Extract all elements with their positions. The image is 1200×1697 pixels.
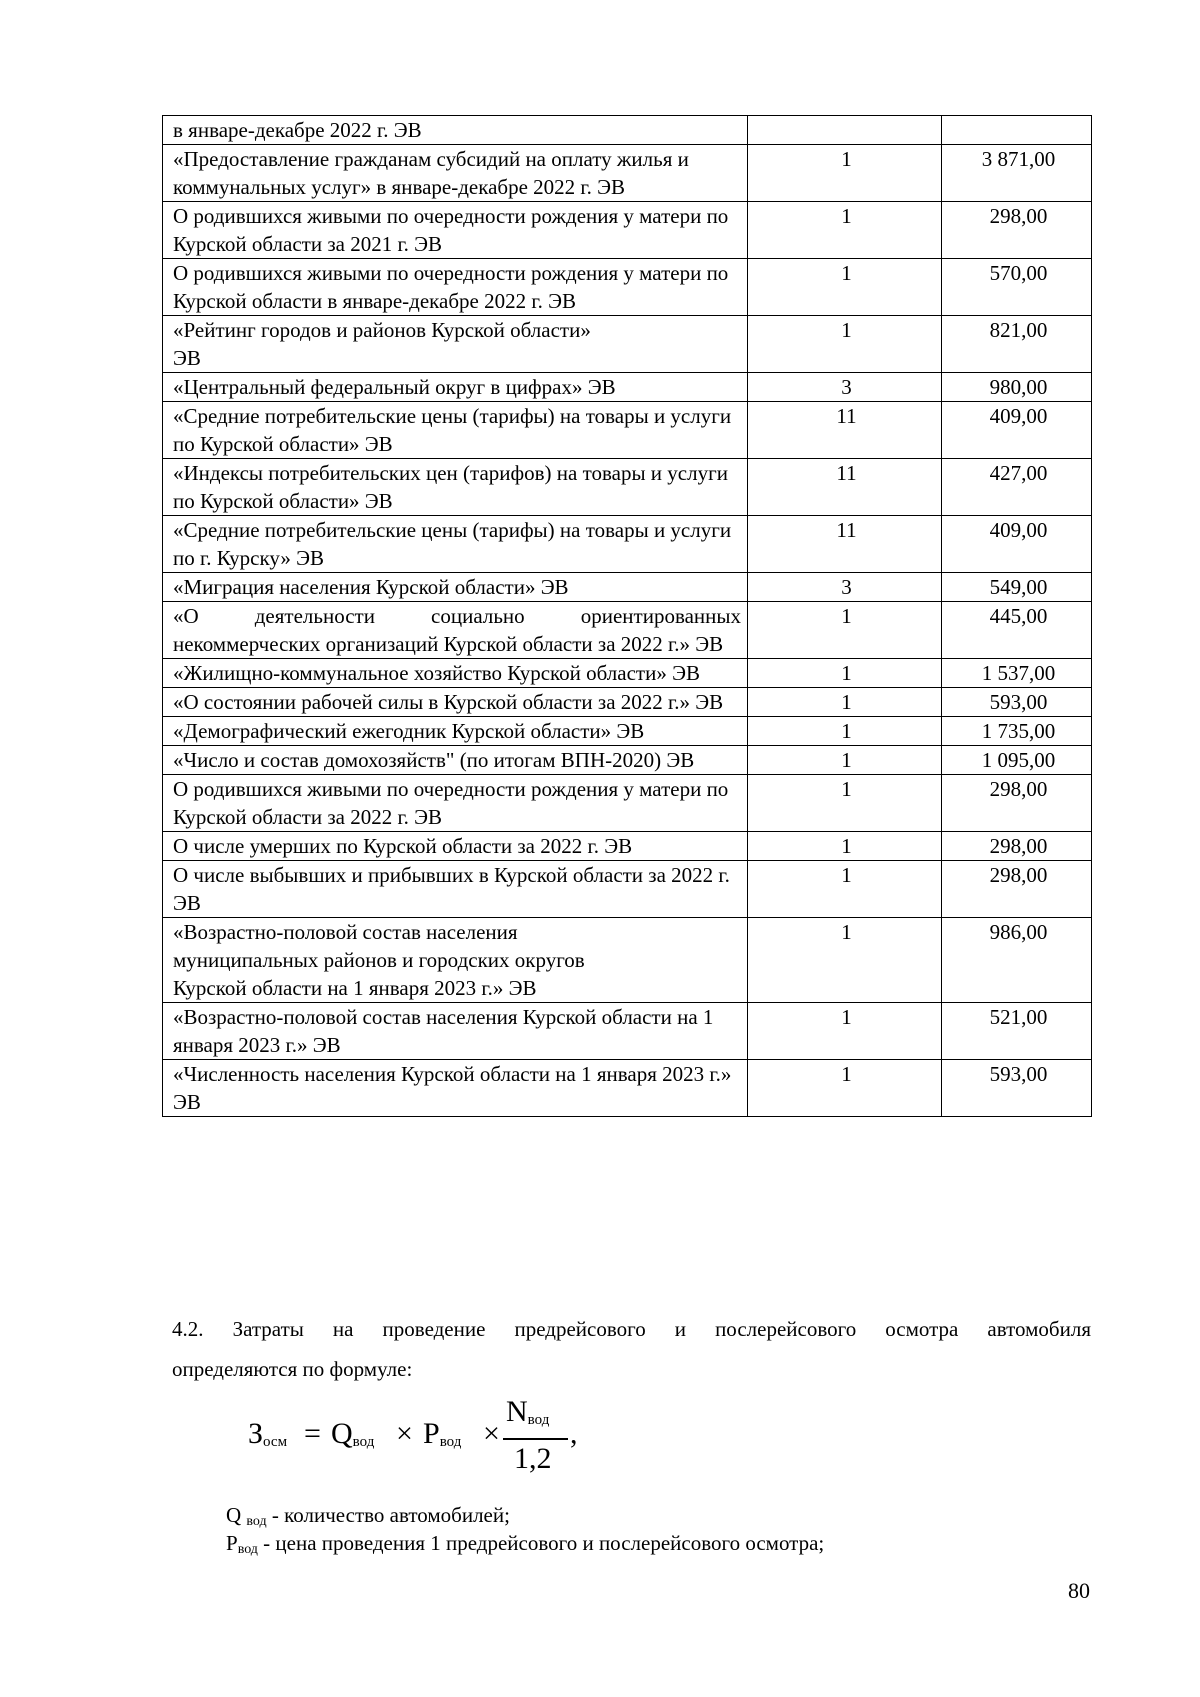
quantity-cell: 1 [748, 746, 942, 775]
quantity-cell [748, 116, 942, 145]
publication-name-cell: в январе-декабре 2022 г. ЭВ [163, 116, 748, 145]
table-body [163, 116, 1092, 1117]
publication-name-cell: «Центральный федеральный округ в цифрах» ЭВ [163, 373, 748, 402]
table-row [163, 402, 1092, 459]
table-row [163, 573, 1092, 602]
price-cell: 427,00 [942, 459, 1092, 516]
formula-equals: = [304, 1417, 321, 1450]
quantity-cell: 1 [748, 775, 942, 832]
formula-q: $Q_{вод}$ [331, 1417, 375, 1450]
quantity-cell: 3 [748, 373, 942, 402]
table-row [163, 832, 1092, 861]
publication-name-cell: «Средние потребительские цены (тарифы) на товары и услуги по Курской области» ЭВ [163, 402, 748, 459]
publication-name-cell: О числе умерших по Курской области за 2022 г. ЭВ [163, 832, 748, 861]
quantity-cell: 1 [748, 688, 942, 717]
publication-name-cell: «Средние потребительские цены (тарифы) на товары и услуги по г. Курску» ЭВ [163, 516, 748, 573]
quantity-cell: 1 [748, 717, 942, 746]
formula-p: $P_{вод}$ [423, 1417, 462, 1450]
table-row [163, 259, 1092, 316]
publication-name-cell: «Численность населения Курской области на 1 января 2023 г.» ЭВ [163, 1060, 748, 1117]
formula-comma: , [570, 1417, 578, 1450]
price-cell: 1 537,00 [942, 659, 1092, 688]
table-row [163, 145, 1092, 202]
quantity-cell: 11 [748, 459, 942, 516]
price-cell: 298,00 [942, 832, 1092, 861]
price-cell: 409,00 [942, 516, 1092, 573]
publication-name-cell: О родившихся живыми по очередности рождения у матери по Курской области в январе-декабре 2022 г. ЭВ [163, 259, 748, 316]
formula-times-2: × [483, 1417, 500, 1450]
table-row [163, 775, 1092, 832]
quantity-cell: 1 [748, 1060, 942, 1117]
legend-price: $P_{вод}$ - цена проведения 1 предрейсового и послерейсового осмотра; [226, 1531, 825, 1557]
formula-denominator: 1,2 [514, 1442, 552, 1475]
table-row [163, 746, 1092, 775]
paragraph-line-2: определяются по формуле: [172, 1357, 413, 1381]
formula-numerator: $N_{вод}$ [506, 1395, 550, 1428]
quantity-cell: 1 [748, 259, 942, 316]
paragraph-line-1: 4.2. Затраты на проведение предрейсового и послерейсового осмотра автомобиля [172, 1317, 1091, 1341]
quantity-cell: 11 [748, 402, 942, 459]
cost-formula [248, 1395, 668, 1500]
table-row [163, 1003, 1092, 1060]
services-table [162, 115, 1092, 1117]
price-cell: 445,00 [942, 602, 1092, 659]
publication-name-cell: «Предоставление гражданам субсидий на оплату жилья и коммунальных услуг» в январе-декабре 2022 г. ЭВ [163, 145, 748, 202]
price-cell: 298,00 [942, 202, 1092, 259]
publication-name-cell: «Возрастно-половой состав населения муниципальных районов и городских округов Курской области на 1 января 2023 г.» ЭВ [163, 918, 748, 1003]
quantity-cell: 1 [748, 602, 942, 659]
quantity-cell: 1 [748, 1003, 942, 1060]
quantity-cell: 3 [748, 573, 942, 602]
quantity-cell: 1 [748, 918, 942, 1003]
table-row [163, 602, 1092, 659]
table-row [163, 316, 1092, 373]
publication-name-cell: «О состоянии рабочей силы в Курской области за 2022 г.» ЭВ [163, 688, 748, 717]
publication-name-cell: «Миграция населения Курской области» ЭВ [163, 573, 748, 602]
page-number: 80 [1068, 1578, 1090, 1603]
table-row [163, 659, 1092, 688]
price-cell: 3 871,00 [942, 145, 1092, 202]
quantity-cell: 1 [748, 861, 942, 918]
table-row [163, 1060, 1092, 1117]
price-cell: 298,00 [942, 775, 1092, 832]
price-cell: 1 735,00 [942, 717, 1092, 746]
publication-name-cell: «Рейтинг городов и районов Курской области» ЭВ [163, 316, 748, 373]
price-cell: 298,00 [942, 861, 1092, 918]
publication-name-cell: «Демографический ежегодник Курской области» ЭВ [163, 717, 748, 746]
price-cell: 821,00 [942, 316, 1092, 373]
table-row [163, 116, 1092, 145]
legend-quantity: Q $_{вод}$ - количество автомобилей; [226, 1503, 510, 1529]
publication-name-cell: О числе выбывших и прибывших в Курской области за 2022 г. ЭВ [163, 861, 748, 918]
publication-name-cell: «Жилищно-коммунальное хозяйство Курской области» ЭВ [163, 659, 748, 688]
table-row [163, 861, 1092, 918]
price-cell [942, 116, 1092, 145]
publication-name-cell: «Индексы потребительских цен (тарифов) на товары и услуги по Курской области» ЭВ [163, 459, 748, 516]
price-cell: 593,00 [942, 1060, 1092, 1117]
table-row [163, 688, 1092, 717]
quantity-cell: 1 [748, 316, 942, 373]
publication-name-cell: «Возрастно-половой состав населения Курской области на 1 января 2023 г.» ЭВ [163, 1003, 748, 1060]
fraction-bar [503, 1438, 568, 1440]
price-cell: 549,00 [942, 573, 1092, 602]
price-cell: 986,00 [942, 918, 1092, 1003]
publication-name-cell: О родившихся живыми по очередности рождения у матери по Курской области за 2021 г. ЭВ [163, 202, 748, 259]
publication-name-cell: «Число и состав домохозяйств" (по итогам ВПН-2020) ЭВ [163, 746, 748, 775]
quantity-cell: 1 [748, 145, 942, 202]
publication-name-cell: О родившихся живыми по очередности рождения у матери по Курской области за 2022 г. ЭВ [163, 775, 748, 832]
price-cell: 1 095,00 [942, 746, 1092, 775]
table-row [163, 717, 1092, 746]
formula-lhs: $З_{осм}$ [248, 1417, 288, 1450]
price-cell: 570,00 [942, 259, 1092, 316]
table-row [163, 459, 1092, 516]
price-cell: 521,00 [942, 1003, 1092, 1060]
publication-name-cell: «О деятельности социально ориентированных некоммерческих организаций Курской области за 2022 г.» ЭВ [163, 602, 748, 659]
table-row [163, 918, 1092, 1003]
price-cell: 593,00 [942, 688, 1092, 717]
table-row [163, 373, 1092, 402]
quantity-cell: 1 [748, 832, 942, 861]
quantity-cell: 1 [748, 659, 942, 688]
price-cell: 980,00 [942, 373, 1092, 402]
formula-times-1: × [396, 1417, 413, 1450]
table-row [163, 516, 1092, 573]
quantity-cell: 1 [748, 202, 942, 259]
table-row [163, 202, 1092, 259]
quantity-cell: 11 [748, 516, 942, 573]
price-cell: 409,00 [942, 402, 1092, 459]
